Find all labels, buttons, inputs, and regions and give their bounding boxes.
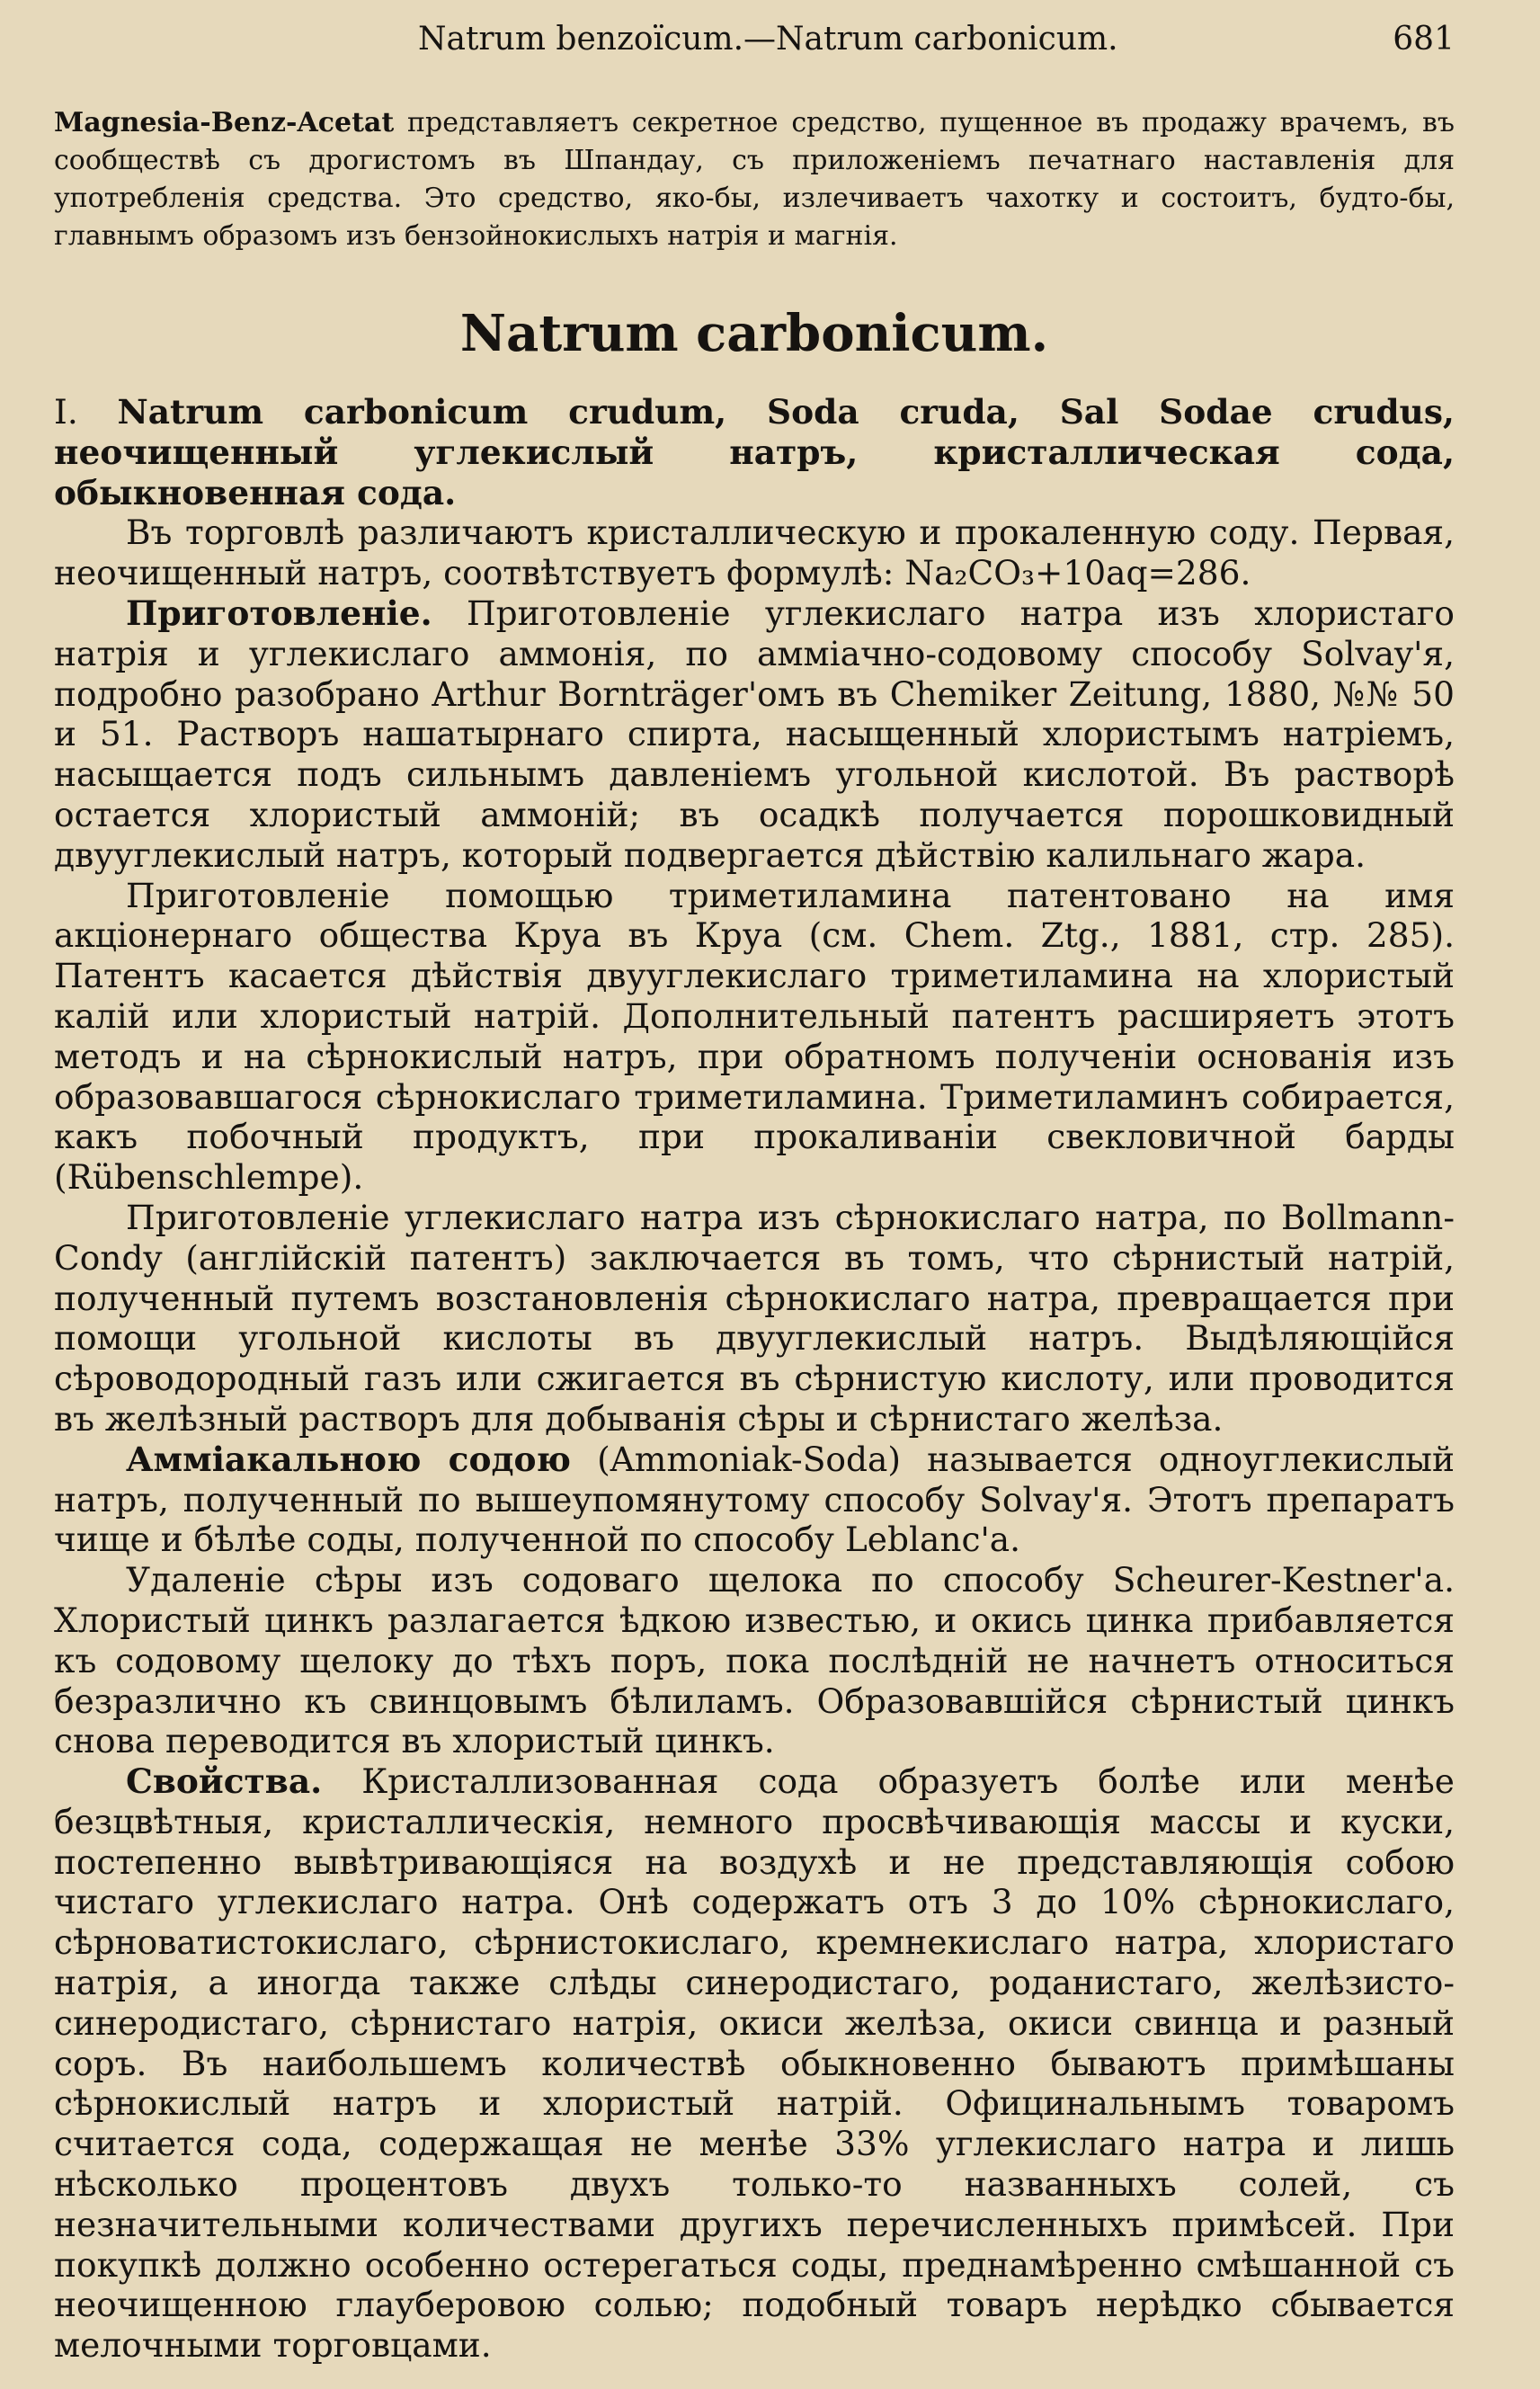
paragraph-2 xyxy=(54,593,1455,876)
properties-heading: Свойства. xyxy=(126,1761,323,1802)
paragraph-6: Удаленіе сѣры изъ содоваго щелока по способу Scheurer-Kestner'a. Хлористый цинкъ разлагается ѣдкою известью, и окись цинка прибавляется къ содовому щелоку до тѣхъ поръ, пока послѣдній не начнетъ относиться безразлично къ свинцовымъ бѣлиламъ. Образовавшійся сѣрнистый цинкъ снова переводится въ хлористый цинкъ. xyxy=(54,1560,1455,1761)
paragraph-3: Приготовленіе помощью триметиламина патентовано на имя акціонернаго общества Круа въ Круа (см. Chem. Ztg., 1881, стр. 285). Патентъ касается дѣйствія двууглекислаго триметиламина на хлористый калій или хлористый натрій. Дополнительный патентъ расширяетъ этотъ методъ и на сѣрнокислый натръ, при обратномъ полученіи основанія изъ образовавшагося сѣрнокислаго триметиламина. Триметиламинъ собирается, какъ побочный продуктъ, при прокаливаніи свекловичной барды (Rübenschlempe). xyxy=(54,875,1455,1198)
paragraph-4: Приготовленіе углекислаго натра изъ сѣрнокислаго натра, по Bollmann-Condy (англійскій патентъ) заключается въ томъ, что сѣрнистый натрій, полученный путемъ возстановленія сѣрнокислаго натра, превращается при помощи угольной кислоты въ двууглекислый натръ. Выдѣляющійся сѣроводородный газъ или сжигается въ сѣрнистую кислоту, или проводится въ желѣзный растворъ для добыванія сѣры и сѣрнистаго желѣза. xyxy=(54,1197,1455,1439)
paragraph-2-text: Приготовленіе углекислаго натра изъ хлористаго натрія и углекислаго аммонія, по аммiачно-содовому способу Solvay'я, подробно разобрано Arthur Bornträger'омъ въ Chemiker Zeitung, 1880, №№ 50 и 51. Растворъ нашатырнаго спирта, насыщенный хлористымъ натріемъ, насыщается подъ сильнымъ давленіемъ угольной кислотой. Въ растворѣ остается хлористый аммоній; въ осадкѣ получается порошковидный двууглекислый натръ, который подвергается дѣйствію калильнаго жара. xyxy=(54,593,1455,875)
paragraph-5-text: (Ammoniak-Soda) называется одноуглекислый натръ, полученный по вышеупомянутому способу Solvay'я. Этотъ препаратъ чище и бѣлѣе соды, полученной по способу Leblanc'a. xyxy=(54,1439,1455,1560)
preparation-heading: Приготовленіе. xyxy=(126,593,432,633)
intro-text: представляетъ секретное средство, пущенное въ продажу врачемъ, въ сообществѣ съ дрогистомъ въ Шпандау, съ приложеніемъ печатнаго наставленія для употребленія средства. Это средство, яко-бы, излечиваетъ чахотку и состоитъ, будто-бы, главнымъ образомъ изъ бензойнокислыхъ натрія и магнія. xyxy=(54,107,1455,252)
paragraph-7 xyxy=(54,1761,1455,2366)
subsection-heading xyxy=(54,392,1455,513)
running-title: Natrum benzoїcum.—Natrum carbonicum. xyxy=(418,21,1118,58)
paragraph-1: Въ торговлѣ различаютъ кристаллическую и прокаленную соду. Первая, неочищенный натръ, соотвѣтствуетъ формулѣ: Na₂CO₃+10aq=286. xyxy=(54,513,1455,593)
subsection-title: Natrum carbonicum crudum, Soda cruda, Sal Sodae crudus, неочищенный углекислый натръ, кристаллическая сода, обыкновенная сода. xyxy=(54,392,1455,513)
page-number: 681 xyxy=(1393,21,1455,58)
article-body xyxy=(54,392,1455,2366)
paragraph-5 xyxy=(54,1440,1455,1560)
running-head xyxy=(54,13,1455,67)
paragraph-7-text: Кристаллизованная сода образуетъ болѣе или менѣе безцвѣтныя, кристаллическія, немного просвѣчивающія массы и куски, постепенно вывѣтривающіяся на воздухѣ и не представляющія собою чистаго углекислаго натра. Онѣ содержатъ отъ 3 до 10% сѣрнокислаго, сѣрноватистокислаго, сѣрнистокислаго, кремнекислаго натра, хлористаго натрія, а иногда также слѣды синеродистаго, роданистаго, желѣзисто-синеродистаго, сѣрнистаго натрія, окиси желѣза, окиси свинца и разный соръ. Въ наибольшемъ количествѣ обыкновенно бываютъ примѣшаны сѣрнокислый натръ и хлористый натрій. Официнальнымъ товаромъ считается сода, содержащая не менѣе 33% углекислаго натра и лишь нѣсколько процентовъ двухъ только-то названныхъ солей, съ незначительными количествами другихъ перечисленныхъ примѣсей. При покупкѣ должно особенно остерегаться соды, преднамѣренно смѣшанной съ неочищенною глауберовою солью; подобный товаръ нерѣдко сбывается мелочными торговцами. xyxy=(54,1761,1455,2366)
intro-lead: Magnesia-Benz-Acetat xyxy=(54,107,395,138)
ammonia-soda-heading: Амміакальною содою xyxy=(126,1439,571,1479)
subsection-number: I. xyxy=(54,392,118,432)
section-title: Natrum carbonicum. xyxy=(459,304,1049,363)
intro-paragraph xyxy=(54,104,1455,255)
